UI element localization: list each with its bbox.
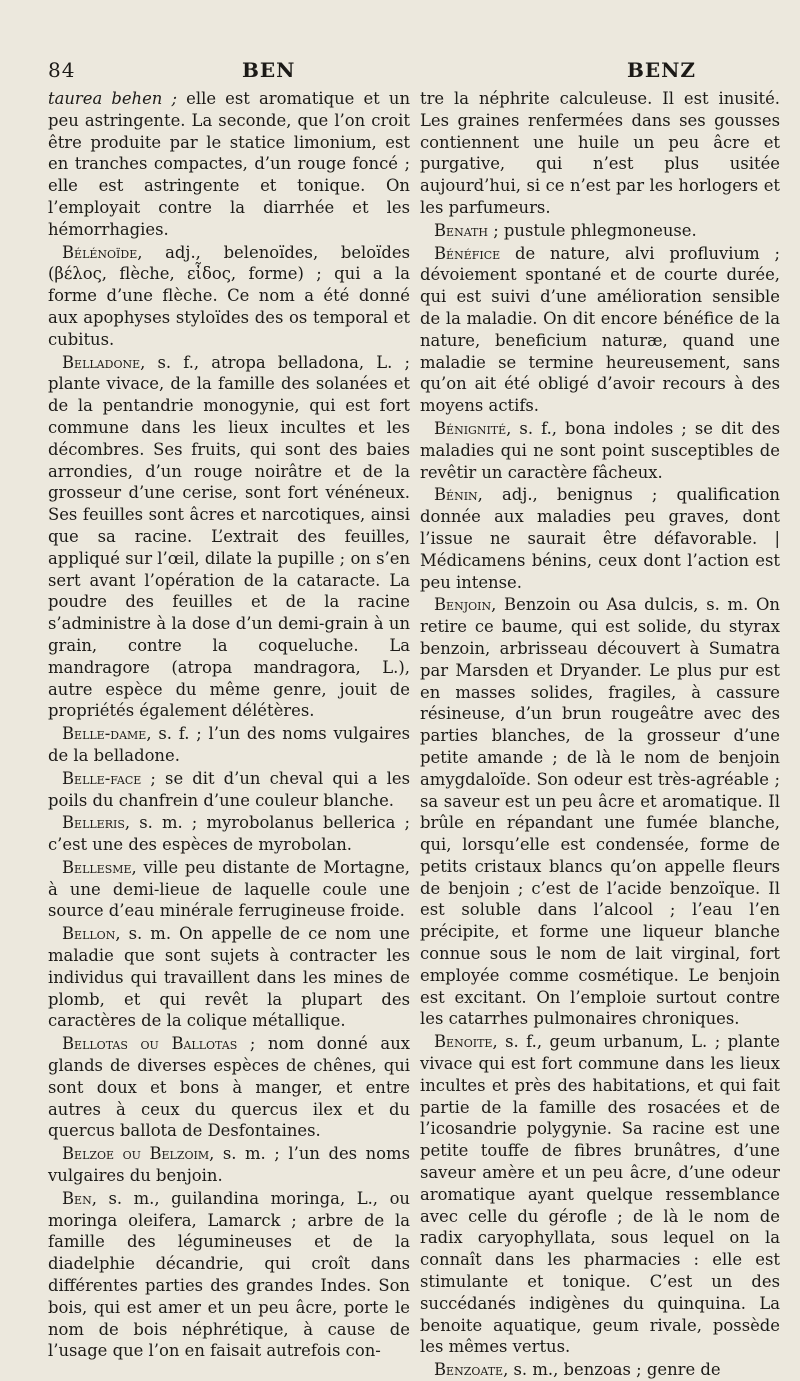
page-header [42,58,780,88]
entry-headword: Belleris [62,813,125,833]
entry-body: tre la néphrite calculeuse. Il est inusité. Les graines renfermées dans ses gousses contiennent une huile un peu âcre et purgative, qui n’est plus usitée aujourd’hui, si ce n’est par les horlogers et les parfumeurs. [420,89,780,217]
entry-body: , s. f., atropa belladona, L. ; plante vivace, de la famille des solanées et de la pentandrie monogynie, qui est fort commune dans les lieux incultes et les décombres. Ses fruits, qui sont des baies arrondies, d’un rouge noirâtre et de la grosseur d’une cerise, sont fort vénéneux. Ses feuilles sont âcres et narcotiques, ainsi que sa racine. L’extrait des feuilles, appliqué sur l’œil, dilate la pupille ; on s’en sert avant l’opération de la cataracte. La poudre des feuilles et de la racine s’administre à la dose d’un demi-grain à un grain, contre la coqueluche. La mandragore (atropa mandragora, L.), autre espèce du même genre, jouit de propriétés également délétères. [48,352,410,721]
dictionary-entry [48,923,410,1032]
dictionary-entry [420,1359,780,1381]
dictionary-entry [420,243,780,417]
dictionary-entry [48,812,410,856]
entry-headword: Bélénoïde [62,242,138,262]
entry-body: , adj., benignus ; qualification donnée aux maladies peu graves, dont l’issue ne saurait être défavorable. | Médicamens bénins, ceux dont l’action est peu intense. [420,485,780,592]
entry-body: ; se dit d’un cheval qui a les poils du chanfrein d’une couleur blanche. [48,768,410,810]
running-head-left: BEN [242,58,296,82]
entry-body: ; pustule phlegmoneuse. [487,220,697,240]
dictionary-entry [48,857,410,922]
entry-headword: Ben [62,1188,92,1208]
entry-body: , s. m. ; myrobolanus bellerica ; c’est une des espèces de myrobolan. [48,813,410,855]
dictionary-entry [48,768,410,812]
entry-headword: Belladone [62,352,141,372]
entry-headword: Belzoe ou Belzoim [62,1144,210,1164]
entry-headword: Bénin [434,485,478,505]
right-column [420,88,780,1380]
entry-headword: Benjoin [434,595,492,615]
dictionary-entry [420,594,780,1030]
dictionary-entry [48,88,410,241]
entry-body: , ville peu distante de Mortagne, à une demi-lieue de laquelle coule une source d’eau minérale ferrugineuse froide. [48,857,410,921]
entry-body: , s. f., bona indoles ; se dit des maladies qui ne sont point susceptibles de revêtir un caractère fâcheux. [420,418,780,482]
entry-body: , s. f. ; l’un des noms vulgaires de la belladone. [48,724,410,765]
dictionary-entry [48,242,410,351]
dictionary-entry [420,88,780,219]
dictionary-entry [48,723,410,767]
entry-headword: Benath [434,220,488,240]
entry-body: , Benzoin ou Asa dulcis, s. m. On retire ce baume, qui est solide, du styrax benzoin, arbrisseau découvert à Sumatra par Marsden et Dryander. Le plus pur est en masses solides, fragiles, à cassure résineuse, d’un brun rougeâtre avec des parties blanches, de la grosseur d’une petite amande ; de là le nom de benjoin amygdaloïde. Son odeur est très-agréable ; sa saveur est un peu âcre et aromatique. Il brûle en répandant une fumée blanche, qui, lorsqu’elle est condensée, forme de petits cristaux blancs qu’on appelle fleurs de benjoin ; c’est de l’acide benzoïque. Il est soluble dans l’alcool ; l’eau l’en précipite, et forme une liqueur blanche connue sous le nom de lait virginal, fort employée comme cosmétique. Le benjoin est excitant. On l’emploie surtout contre les catarrhes pulmonaires chroniques. [420,595,780,1029]
entry-body: ; nom donné aux glands de diverses espèces de chênes, qui sont doux et bons à manger, et entre autres à ceux du quercus ilex et du quercus ballota de Desfontaines. [48,1034,410,1141]
entry-headword: Bellotas ou Ballotas [62,1034,238,1054]
running-head-right: BENZ [627,58,697,82]
dictionary-entry [48,1143,410,1187]
entry-headword: Bénignité [434,418,507,438]
entry-latin-name: taurea behen ; [48,89,178,108]
dictionary-entry [420,484,780,593]
entry-body: de nature, alvi profluvium ; dévoiement spontané et de courte durée, qui est suivi d’une amélioration sensible de la maladie. On dit encore bénéfice de la nature, beneficium naturæ, quand une maladie se termine heureusement, sans qu’on ait été obligé d’avoir recours à des moyens actifs. [420,243,780,416]
entry-headword: Bellon [62,924,116,944]
entry-headword: Belle-face [62,768,142,788]
entry-body: , s. m. On appelle de ce nom une maladie que sont sujets à contracter les individus qui travaillent dans les mines de plomb, et qui revêt la plupart des caractères de la colique métallique. [48,924,410,1031]
dictionary-entry [48,352,410,723]
entry-headword: Benzoate [434,1360,504,1380]
dictionary-entry [420,418,780,483]
dictionary-entry [48,1033,410,1142]
entry-body: , s. m., benzoas ; genre de [503,1360,721,1380]
dictionary-entry [48,1188,410,1362]
entry-body: elle est aromatique et un peu astringente. La seconde, que l’on croit être produite par le statice limonium, est en tranches compactes, d’un rouge foncé ; elle est astringente et tonique. On l’employait contre la diarrhée et les hémorrhagies. [48,89,411,239]
dictionary-entry [420,1031,780,1358]
entry-headword: Benoite [434,1032,493,1052]
entry-body: , adj., belenoïdes, beloïdes (βέλος, flèche, εἶδος, forme) ; qui a la forme d’une flèche. Ce nom a été donné aux apophyses styloïdes des os temporal et cubitus. [48,242,410,349]
entry-headword: Bénéfice [434,243,501,263]
entry-headword: Bellesme [62,857,132,877]
dictionary-entry [420,220,780,242]
entry-body: , s. m., guilandina moringa, L., ou moringa oleifera, Lamarck ; arbre de la famille des légumineuses et de la diadelphie décandrie, qui croît dans différentes parties des grandes Indes. Son bois, qui est amer et un peu âcre, porte le nom de bois néphrétique, à cause de l’usage que l’on en faisait autrefois con- [48,1188,410,1361]
page-number: 84 [48,58,76,82]
entry-headword: Belle-dame [62,724,147,744]
entry-body: , s. m. ; l’un des noms vulgaires du benjoin. [48,1144,410,1186]
left-column [48,88,411,1361]
entry-body: , s. f., geum urbanum, L. ; plante vivace qui est fort commune dans les lieux incultes et près des habitations, et qui fait partie de la famille des rosacées et de l’icosandrie polygynie. Sa racine est une petite touffe de fibres brunâtres, d’une saveur amère et un peu âcre, d’une odeur aromatique ayant quelque ressemblance avec celle du gérofle ; de là le nom de radix caryophyllata, sous lequel on la connaît dans les pharmacies : elle est stimulante et tonique. C’est un des succédanés indigènes du quinquina. La benoite aquatique, geum rivale, possède les mêmes vertus. [420,1032,780,1357]
